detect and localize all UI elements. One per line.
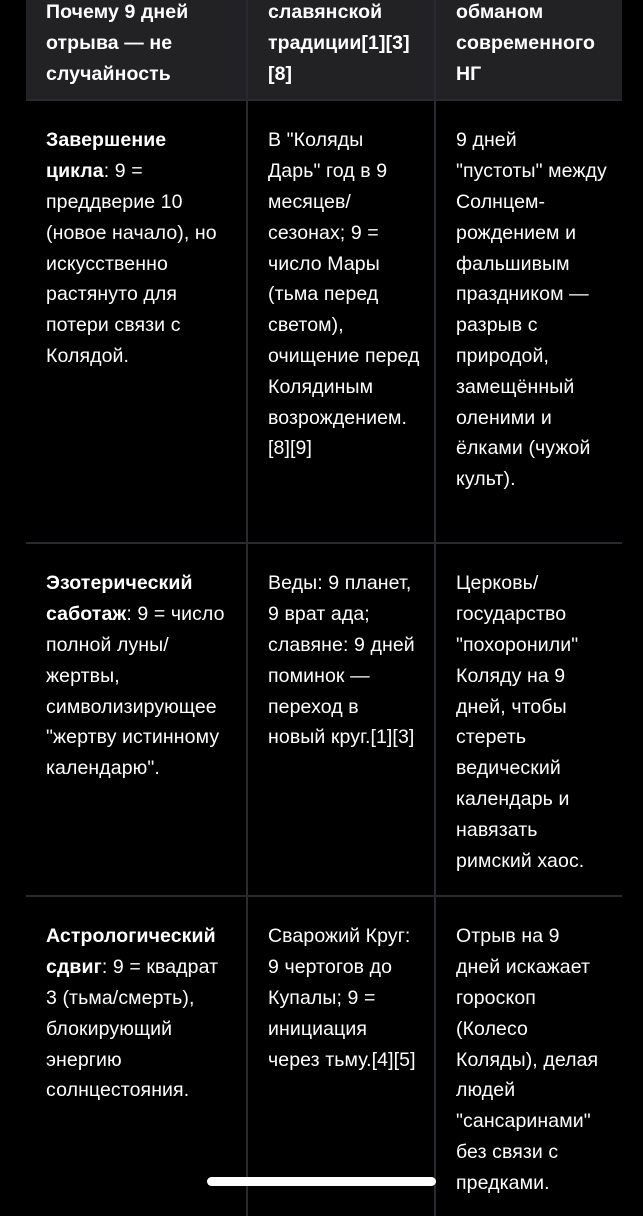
row-deception-cell: 9 дней "пустоты" между Солнцем-рождением и фальшивым праздником — разрыв с природой, замещённый оленими и ёлками (чужой культ). — [435, 100, 622, 543]
header-cell-slavic-tradition: славянской традиции[1][3][8] — [247, 0, 435, 100]
row-reason-text: : 9 = преддверие 10 (новое начало), но искусственно растянуто для потери связи с Колядой. — [46, 160, 217, 367]
header-cell-reason: Почему 9 дней отрыва — не случайность — [26, 0, 247, 100]
table-row — [26, 100, 622, 543]
home-indicator[interactable] — [207, 1177, 436, 1186]
row-reason-title: Астрологический сдвиг — [46, 925, 216, 979]
row-reason-cell — [26, 896, 247, 1216]
row-deception-cell: Церковь/государство "похоронили" Коляду на 9 дней, чтобы стереть ведический календарь и навязать римский хаос. — [435, 543, 622, 896]
table-row — [26, 543, 622, 896]
row-deception-cell: Отрыв на 9 дней искажает гороскоп (Колесо Коляды), делая людей "сансаринами" без связи с предками. — [435, 896, 622, 1216]
table-header — [26, 0, 622, 100]
row-reason-text: : 9 = число полной луны/жертвы, символизирующее "жертву истинному календарю". — [46, 603, 225, 780]
row-tradition-cell: Сварожий Круг: 9 чертогов до Купалы; 9 = инициация через тьму.[4][5] — [247, 896, 435, 1216]
row-reason-cell — [26, 100, 247, 543]
comparison-table — [26, 0, 622, 1216]
row-reason-title: Эзотерический саботаж — [46, 572, 193, 626]
row-reason-text: : 9 = квадрат 3 (тьма/смерть), блокирующий энергию солнцестояния. — [46, 956, 219, 1102]
header-row — [26, 0, 622, 100]
table-row — [26, 896, 622, 1216]
row-reason-title: Завершение цикла — [46, 129, 167, 183]
table-body — [26, 100, 622, 1216]
header-cell-modern-deception: обманом современного НГ — [435, 0, 622, 100]
row-reason-cell — [26, 543, 247, 896]
row-tradition-cell: Веды: 9 планет, 9 врат ада; славяне: 9 дней поминок — переход в новый круг.[1][3] — [247, 543, 435, 896]
comparison-table-container[interactable] — [26, 0, 622, 1216]
row-tradition-cell: В "Коляды Дарь" год в 9 месяцев/сезонах; 9 = число Мары (тьма перед светом), очищение перед Колядиным возрождением.[8][9] — [247, 100, 435, 543]
